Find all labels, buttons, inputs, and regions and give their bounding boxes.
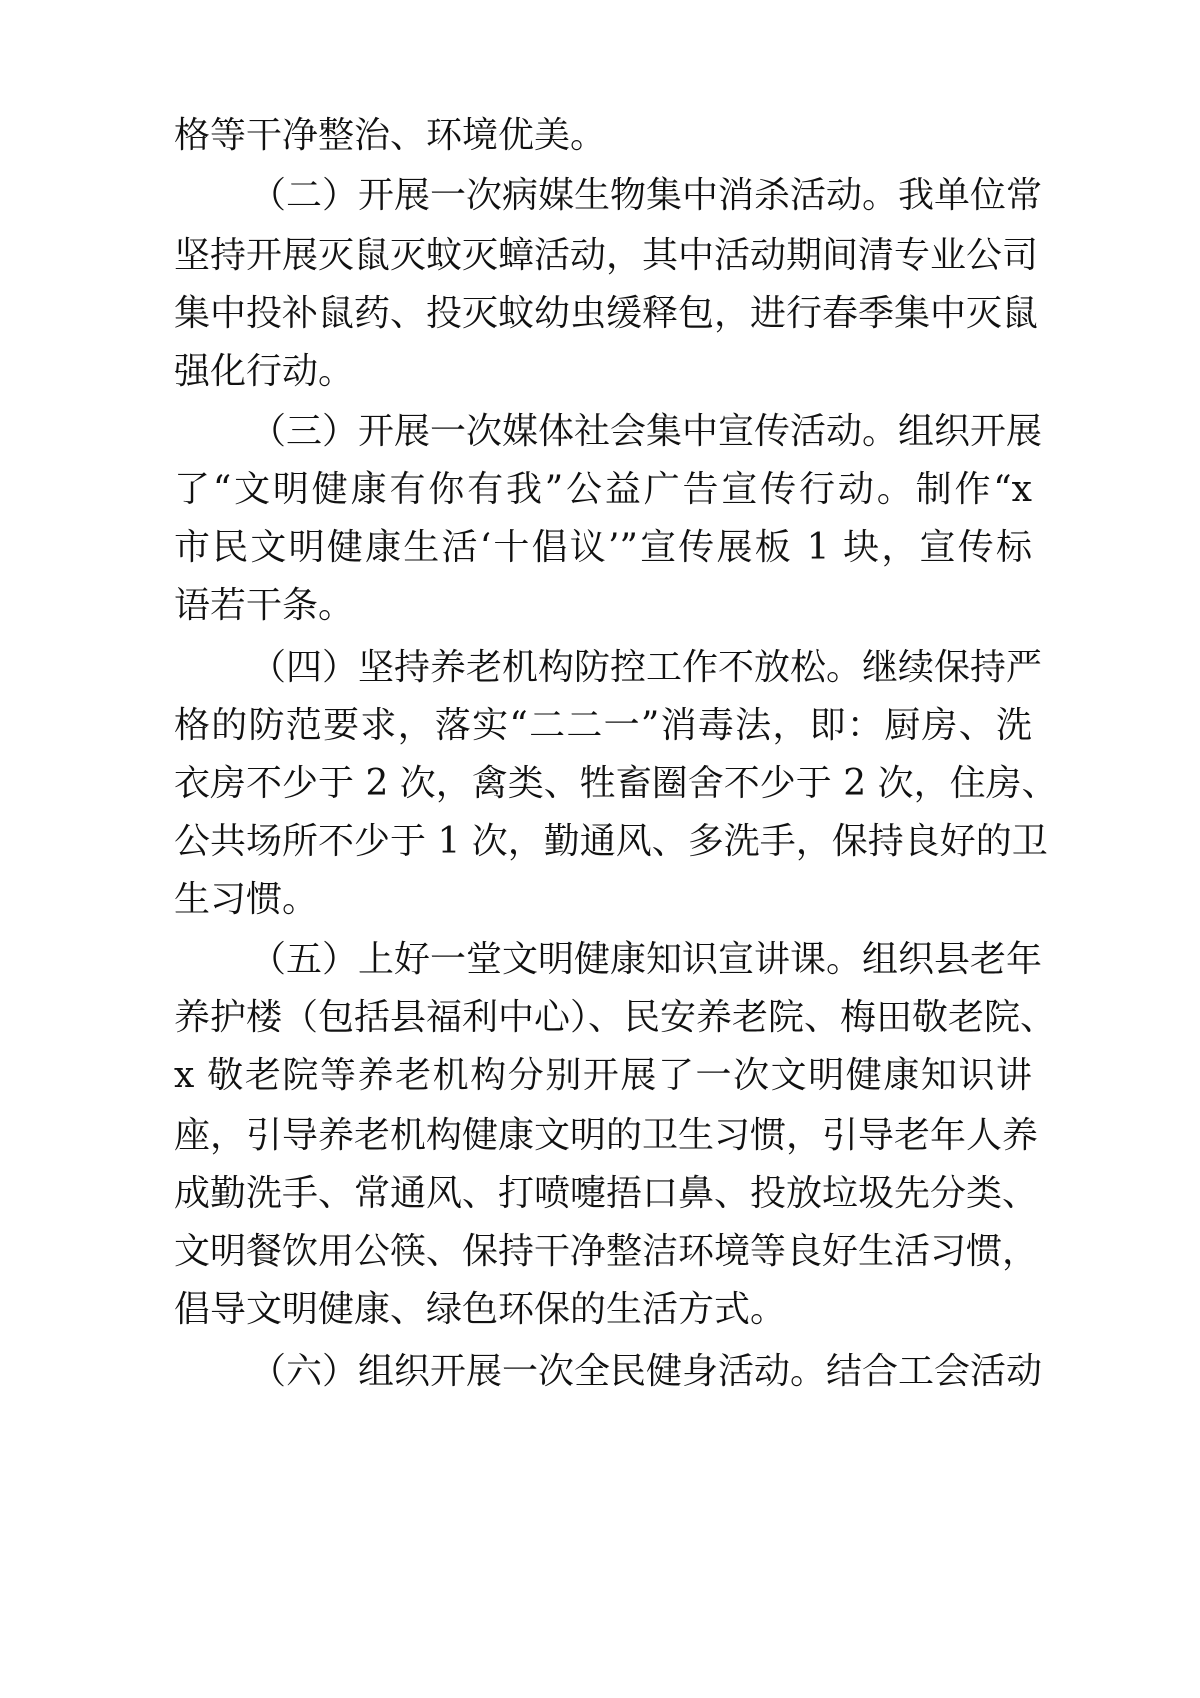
paragraph-line: 格的防范要求，落实“二二一”消毒法，即：厨房、洗	[174, 705, 1032, 746]
paragraph-line: 公共场所不少于 1 次，勤通风、多洗手，保持良好的卫	[174, 821, 1048, 862]
paragraph-line: （五）上好一堂文明健康知识宣讲课。组织县老年	[250, 939, 1043, 980]
paragraph-line: （二）开展一次病媒生物集中消杀活动。我单位常	[250, 175, 1043, 216]
paragraph-line: 养护楼（包括县福利中心）、民安养老院、梅田敬老院、	[174, 997, 1057, 1038]
paragraph-line: 坚持开展灭鼠灭蚊灭蟑活动，其中活动期间清专业公司	[174, 235, 1039, 276]
paragraph-line: 倡导文明健康、绿色环保的生活方式。	[174, 1289, 787, 1330]
paragraph-line: x 敬老院等养老机构分别开展了一次文明健康知识讲	[174, 1055, 1032, 1096]
paragraph-line: 语若干条。	[174, 585, 355, 626]
paragraph-line: 文明餐饮用公筷、保持干净整洁环境等良好生活习惯，	[174, 1231, 1039, 1272]
paragraph-line: 格等干净整治、环境优美。	[174, 115, 607, 156]
paragraph-line: 强化行动。	[174, 351, 355, 392]
paragraph-line: 成勤洗手、常通风、打喷嚏捂口鼻、投放垃圾先分类、	[174, 1173, 1039, 1214]
paragraph-line: 生习惯。	[174, 879, 319, 920]
paragraph-line: （六）组织开展一次全民健身活动。结合工会活动	[250, 1351, 1043, 1392]
paragraph-line: （四）坚持养老机构防控工作不放松。继续保持严	[250, 647, 1043, 688]
paragraph-line: 市民文明健康生活‘十倡议’”宣传展板 1 块，宣传标	[174, 527, 1032, 568]
paragraph-line: 座，引导养老机构健康文明的卫生习惯，引导老年人养	[174, 1115, 1039, 1156]
paragraph-line: 集中投补鼠药、投灭蚊幼虫缓释包，进行春季集中灭鼠	[174, 293, 1039, 334]
paragraph-line: （三）开展一次媒体社会集中宣传活动。组织开展	[250, 411, 1043, 452]
paragraph-line: 了“文明健康有你有我”公益广告宣传行动。制作“x	[174, 469, 1032, 510]
paragraph-line: 衣房不少于 2 次，禽类、牲畜圈舍不少于 2 次，住房、	[174, 763, 1058, 804]
